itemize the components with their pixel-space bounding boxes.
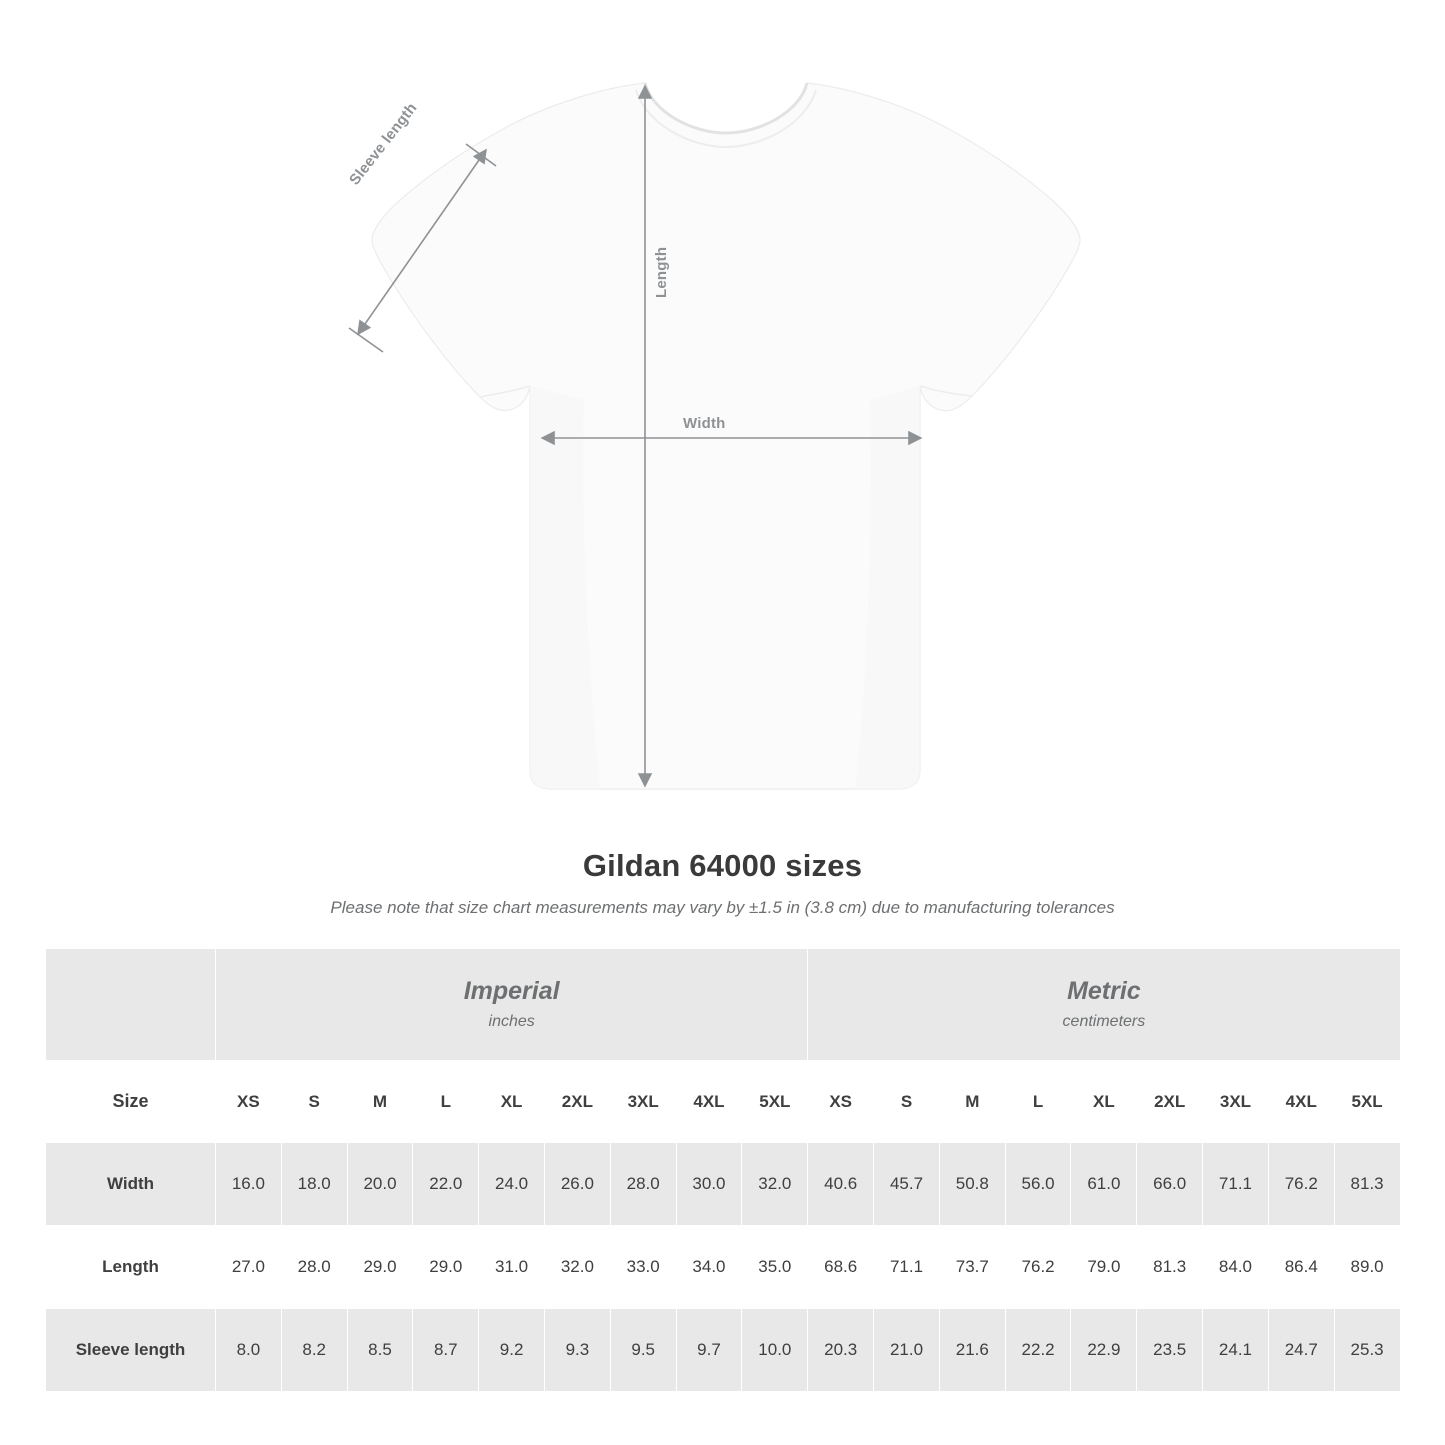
size-header-imperial-xs: XS xyxy=(216,1061,282,1143)
metric-header-cell xyxy=(808,949,1400,1061)
length-imperial-xs: 27.0 xyxy=(216,1226,282,1309)
sleeve-imperial-l: 8.7 xyxy=(413,1309,479,1392)
size-chart-table xyxy=(45,948,1401,1392)
sleeve-imperial-s: 8.2 xyxy=(281,1309,347,1392)
imperial-sublabel: inches xyxy=(488,1013,535,1031)
units-header-row xyxy=(46,949,1401,1061)
size-header-metric-s: S xyxy=(874,1061,940,1143)
length-imperial-3xl: 33.0 xyxy=(610,1226,676,1309)
tshirt-shape xyxy=(372,83,1080,789)
sleeve-metric-xs: 20.3 xyxy=(808,1309,874,1392)
length-metric-l: 76.2 xyxy=(1005,1226,1071,1309)
width-metric-l: 56.0 xyxy=(1005,1143,1071,1226)
table-row xyxy=(46,1226,1401,1309)
size-header-imperial-5xl: 5XL xyxy=(742,1061,808,1143)
size-header-metric-l: L xyxy=(1005,1061,1071,1143)
length-metric-xs: 68.6 xyxy=(808,1226,874,1309)
length-label: Length xyxy=(653,246,670,298)
size-row-label: Size xyxy=(46,1061,216,1143)
metric-label: Metric xyxy=(1067,976,1141,1005)
width-imperial-xl: 24.0 xyxy=(479,1143,545,1226)
width-metric-5xl: 81.3 xyxy=(1334,1143,1400,1226)
sleeve-metric-2xl: 23.5 xyxy=(1137,1309,1203,1392)
size-header-row xyxy=(46,1061,1401,1143)
table-row xyxy=(46,1143,1401,1226)
width-imperial-xs: 16.0 xyxy=(216,1143,282,1226)
width-label: Width xyxy=(683,415,726,432)
length-imperial-5xl: 35.0 xyxy=(742,1226,808,1309)
sleeve-metric-xl: 22.9 xyxy=(1071,1309,1137,1392)
imperial-label: Imperial xyxy=(463,976,560,1005)
width-metric-xs: 40.6 xyxy=(808,1143,874,1226)
sleeve-imperial-3xl: 9.5 xyxy=(610,1309,676,1392)
size-header-metric-4xl: 4XL xyxy=(1268,1061,1334,1143)
width-metric-xl: 61.0 xyxy=(1071,1143,1137,1226)
width-imperial-s: 18.0 xyxy=(281,1143,347,1226)
sleeve-imperial-xs: 8.0 xyxy=(216,1309,282,1392)
size-header-imperial-xl: XL xyxy=(479,1061,545,1143)
width-imperial-5xl: 32.0 xyxy=(742,1143,808,1226)
width-metric-2xl: 66.0 xyxy=(1137,1143,1203,1226)
size-header-metric-xs: XS xyxy=(808,1061,874,1143)
page-title: Gildan 64000 sizes xyxy=(582,848,863,883)
sleeve-length-label: Sleeve length xyxy=(346,99,421,189)
sleeve-imperial-5xl: 10.0 xyxy=(742,1309,808,1392)
width-metric-s: 45.7 xyxy=(874,1143,940,1226)
length-imperial-4xl: 34.0 xyxy=(676,1226,742,1309)
sleeve-metric-5xl: 25.3 xyxy=(1334,1309,1400,1392)
size-header-imperial-2xl: 2XL xyxy=(544,1061,610,1143)
size-header-imperial-3xl: 3XL xyxy=(610,1061,676,1143)
sleeve-imperial-4xl: 9.7 xyxy=(676,1309,742,1392)
sleeve-imperial-xl: 9.2 xyxy=(479,1309,545,1392)
width-metric-4xl: 76.2 xyxy=(1268,1143,1334,1226)
length-metric-5xl: 89.0 xyxy=(1334,1226,1400,1309)
length-metric-4xl: 86.4 xyxy=(1268,1226,1334,1309)
width-imperial-2xl: 26.0 xyxy=(544,1143,610,1226)
width-metric-3xl: 71.1 xyxy=(1203,1143,1269,1226)
table-row xyxy=(46,1309,1401,1392)
metric-sublabel: centimeters xyxy=(1062,1013,1146,1031)
length-imperial-s: 28.0 xyxy=(281,1226,347,1309)
width-metric-m: 50.8 xyxy=(939,1143,1005,1226)
length-imperial-m: 29.0 xyxy=(347,1226,413,1309)
size-header-imperial-4xl: 4XL xyxy=(676,1061,742,1143)
row-label-width: Width xyxy=(46,1143,216,1226)
size-table-wrap xyxy=(0,948,1445,1392)
measurement-note: Please note that size chart measurements may vary by ±1.5 in (3.8 cm) due to manufacturing tolerances xyxy=(330,898,1115,917)
sleeve-imperial-m: 8.5 xyxy=(347,1309,413,1392)
width-imperial-m: 20.0 xyxy=(347,1143,413,1226)
width-imperial-l: 22.0 xyxy=(413,1143,479,1226)
length-imperial-2xl: 32.0 xyxy=(544,1226,610,1309)
sleeve-metric-4xl: 24.7 xyxy=(1268,1309,1334,1392)
units-spacer-cell xyxy=(46,949,216,1061)
sleeve-metric-m: 21.6 xyxy=(939,1309,1005,1392)
length-metric-s: 71.1 xyxy=(874,1226,940,1309)
imperial-header-cell xyxy=(216,949,808,1061)
sleeve-metric-s: 21.0 xyxy=(874,1309,940,1392)
sleeve-metric-3xl: 24.1 xyxy=(1203,1309,1269,1392)
sleeve-metric-l: 22.2 xyxy=(1005,1309,1071,1392)
width-imperial-3xl: 28.0 xyxy=(610,1143,676,1226)
length-imperial-l: 29.0 xyxy=(413,1226,479,1309)
size-header-imperial-m: M xyxy=(347,1061,413,1143)
width-imperial-4xl: 30.0 xyxy=(676,1143,742,1226)
size-header-metric-2xl: 2XL xyxy=(1137,1061,1203,1143)
size-header-imperial-l: L xyxy=(413,1061,479,1143)
row-label-sleeve-length: Sleeve length xyxy=(46,1309,216,1392)
length-metric-xl: 79.0 xyxy=(1071,1226,1137,1309)
row-label-length: Length xyxy=(46,1226,216,1309)
length-metric-3xl: 84.0 xyxy=(1203,1226,1269,1309)
sleeve-imperial-2xl: 9.3 xyxy=(544,1309,610,1392)
size-header-metric-m: M xyxy=(939,1061,1005,1143)
size-header-metric-5xl: 5XL xyxy=(1334,1061,1400,1143)
size-header-imperial-s: S xyxy=(281,1061,347,1143)
length-metric-2xl: 81.3 xyxy=(1137,1226,1203,1309)
length-imperial-xl: 31.0 xyxy=(479,1226,545,1309)
length-metric-m: 73.7 xyxy=(939,1226,1005,1309)
size-header-metric-3xl: 3XL xyxy=(1203,1061,1269,1143)
size-header-metric-xl: XL xyxy=(1071,1061,1137,1143)
